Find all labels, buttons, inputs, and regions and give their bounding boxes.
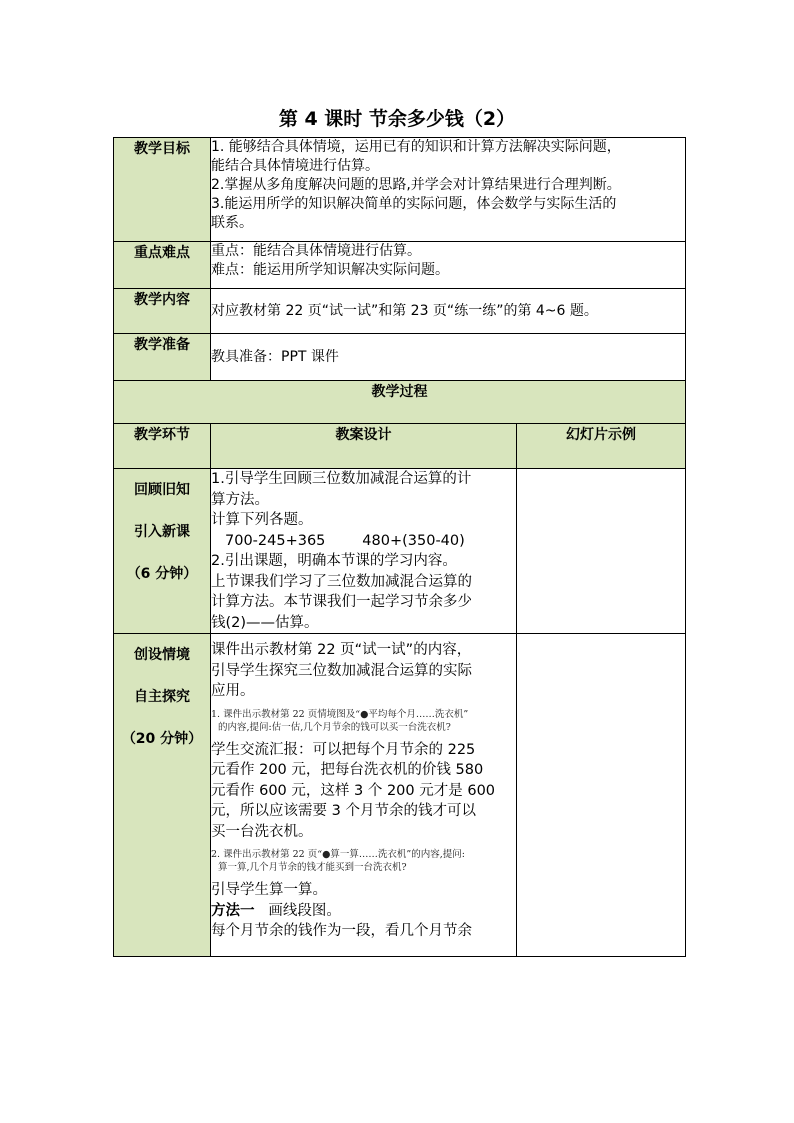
stage-label-review [114,469,211,634]
content-label: 教学内容 [114,289,211,334]
design-line: 算方法。 [211,491,269,508]
design-line: 钱(2)——估算。 [211,614,319,631]
preparation-row [114,334,686,381]
slide-example-review [517,469,686,634]
preparation-text: 教具准备：PPT 课件 [211,334,686,381]
design-line: 每个月节余的钱作为一段，看几个月节余 [211,923,472,939]
goals-label: 教学目标 [114,138,211,242]
key-points-content [211,242,686,289]
method-label: 方法一 [211,902,255,919]
stage-label-line: （6 分钟） [126,566,198,582]
report-line: 元看作 600 元，这样 3 个 200 元才是 600 [211,782,496,799]
stage-row-review [114,469,686,634]
content-text: 对应教材第 22 页“试一试”和第 23 页“练一练”的第 4~6 题。 [211,289,686,334]
design-line: 计算下列各题。 [211,512,313,528]
design-line: 课件出示教材第 22 页“试一试”的内容， [211,642,472,658]
note-line: 2. 课件出示教材第 22 页“●算一算……洗衣机”的内容,提问: [211,849,465,860]
lesson-plan-table [113,137,686,957]
textbook-note [211,848,516,874]
key-points-label: 重点难点 [114,242,211,289]
process-band: 教学过程 [114,381,686,424]
process-band-row [114,381,686,424]
stage-label-line: 回顾旧知 [134,482,190,498]
page-title: 第 4 课时 节余多少钱（2） [278,108,516,130]
content-row [114,289,686,334]
header-design: 教案设计 [211,424,517,469]
header-slides: 幻灯片示例 [517,424,686,469]
design-line: 计算方法。本节课我们一起学习节余多少 [211,594,472,610]
report-line: 元，所以应该需要 3 个月节余的钱才可以 [211,803,476,819]
method-text: 画线段图。 [254,902,341,919]
goals-row [114,138,686,242]
preparation-label: 教学准备 [114,334,211,381]
goals-line: 1. 能够结合具体情境，运用已有的知识和计算方法解决实际问题， [211,139,621,155]
goals-line: 能结合具体情境进行估算。 [211,158,379,174]
header-row [114,424,686,469]
note-line: 1. 课件出示教材第 22 页情境图及“●平均每个月……洗衣机” [211,708,469,720]
stage-label-explore [114,634,211,957]
stage-design-explore [211,634,517,957]
note-line: 的内容,提问:估一估,几个月节余的钱可以买一台洗衣机? [218,721,451,733]
goals-line: 联系。 [211,215,253,231]
stage-design-review [211,469,517,634]
stage-row-explore [114,634,686,957]
stage-label-line: 引入新课 [134,524,190,540]
report-line: 买一台洗衣机。 [211,823,313,840]
design-line: 2.引出课题，明确本节课的学习内容。 [211,553,457,569]
stage-label-line: 自主探究 [134,689,190,705]
design-line: 1.引导学生回顾三位数加减混合运算的计 [211,471,472,487]
goals-content [211,138,686,242]
report-line: 学生交流汇报：可以把每个月节余的 225 [211,741,476,758]
key-points-row [114,242,686,289]
note-line: 算一算,几个月节余的钱才能买到一台洗衣机? [218,862,407,873]
goals-line: 2.掌握从多角度解决问题的思路,并学会对计算结果进行合理判断。 [211,177,621,193]
calculation-line: 700-245+365 480+(350-40) [225,532,465,549]
design-line: 引导学生算一算。 [211,882,327,898]
header-stage: 教学环节 [114,424,211,469]
key-point-line: 难点：能运用所学知识解决实际问题。 [211,262,449,278]
stage-label-line: （20 分钟） [121,731,203,747]
slide-example-explore [517,634,686,957]
key-point-line: 重点：能结合具体情境进行估算。 [211,243,421,259]
report-line: 元看作 200 元，把每台洗衣机的价钱 580 [211,762,484,778]
method-line [211,901,516,922]
design-line: 引导学生探究三位数加减混合运算的实际 [211,662,472,679]
stage-label-line: 创设情境 [134,647,190,663]
goals-line: 3.能运用所学的知识解决简单的实际问题，体会数学与实际生活的 [211,196,617,212]
design-line: 上节课我们学习了三位数加减混合运算的 [211,573,472,590]
design-line: 应用。 [211,683,255,699]
textbook-note [211,708,516,734]
